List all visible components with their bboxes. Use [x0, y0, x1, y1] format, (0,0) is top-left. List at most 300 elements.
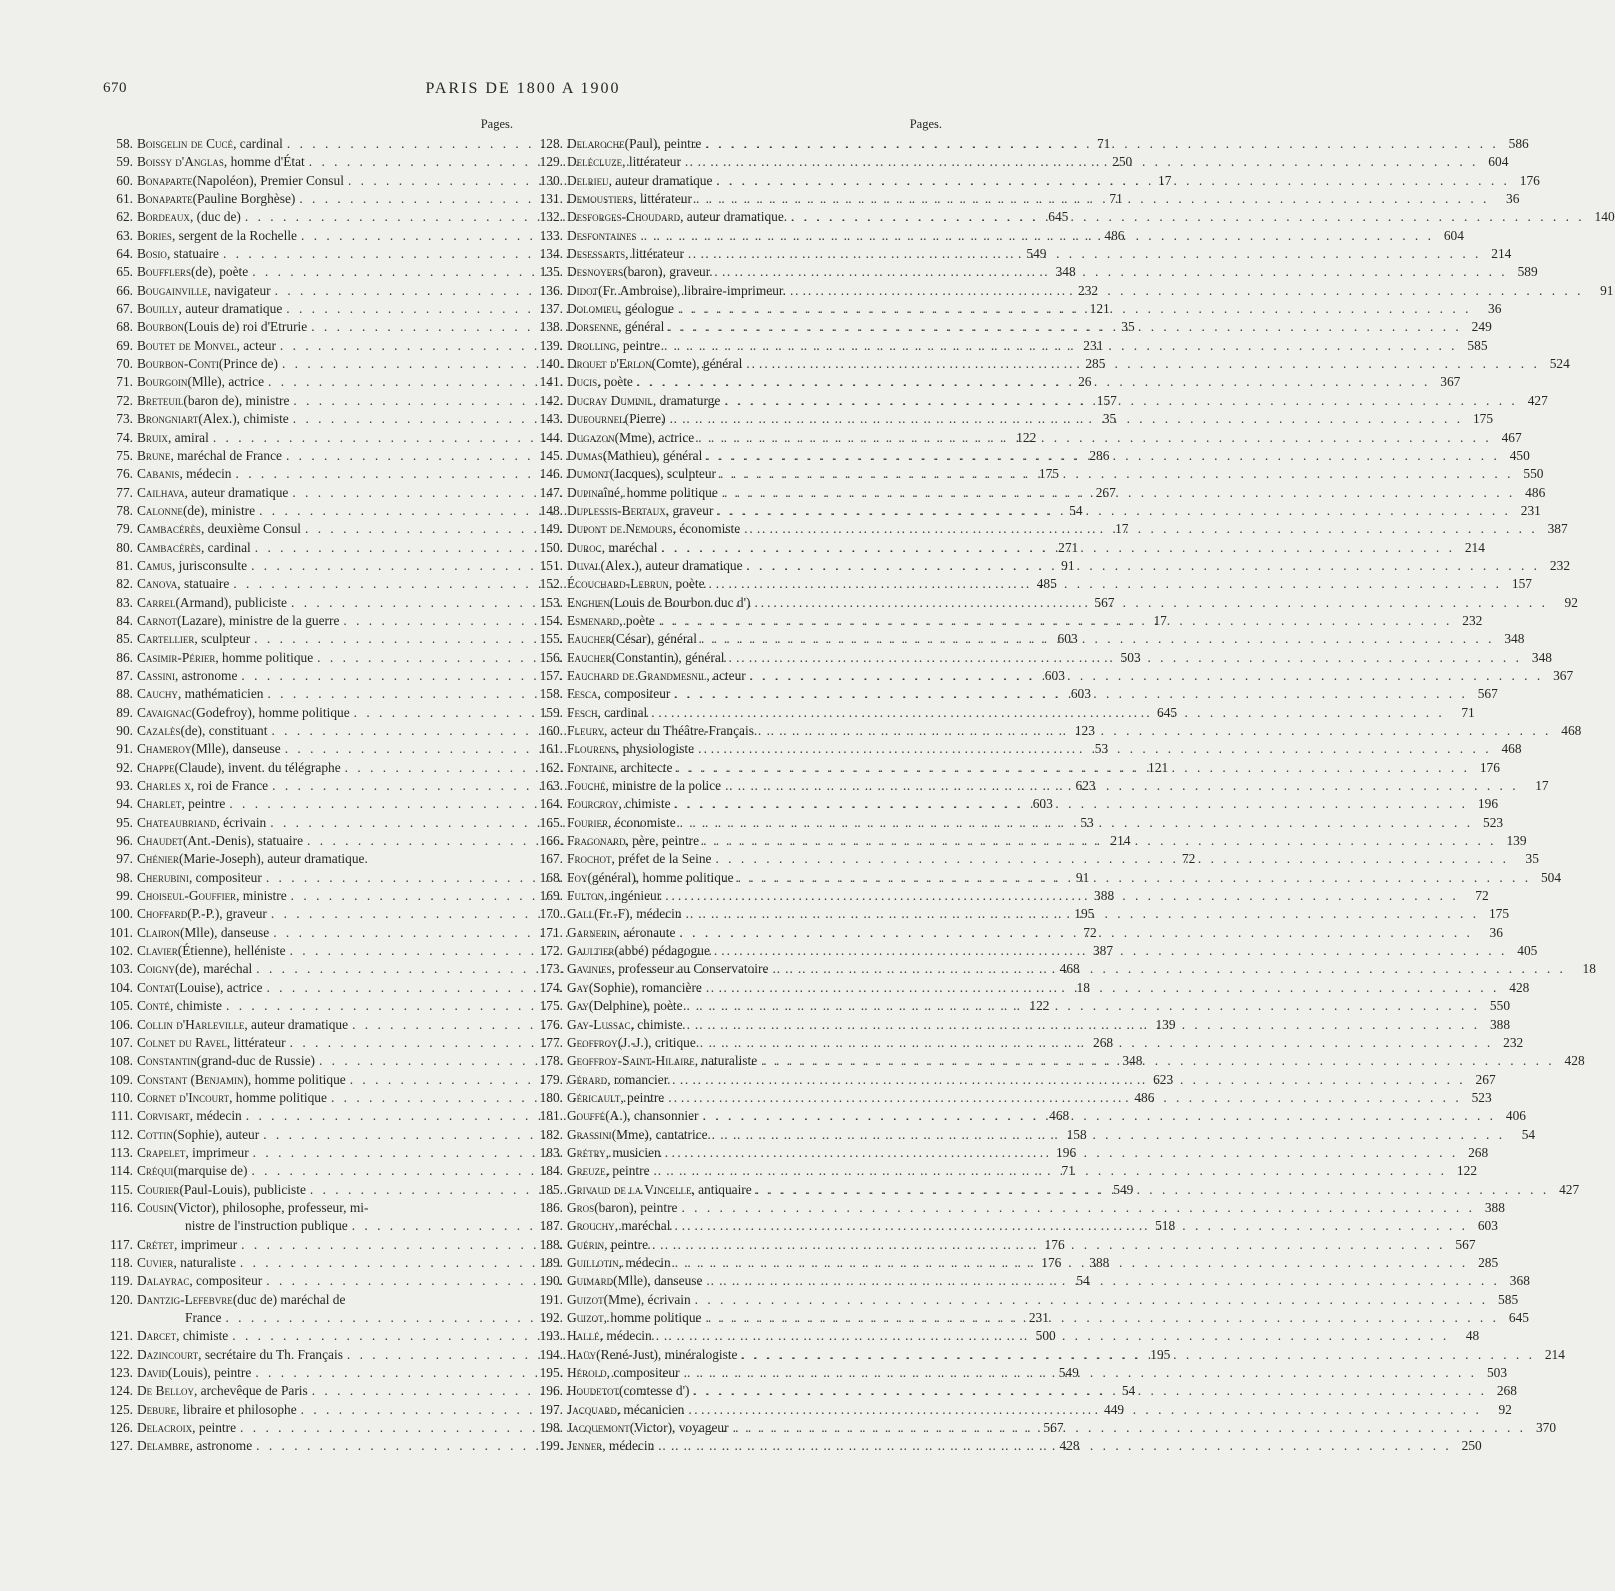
entry-description: (Ant.-Denis), statuaire	[182, 833, 304, 849]
entry-page: 585	[1467, 337, 1488, 353]
entry-description: , préfet de la Seine	[611, 851, 712, 867]
entry-description: , naturaliste	[173, 1254, 236, 1270]
entry-description: , père, peintre	[625, 833, 700, 849]
entry-page: 523	[1471, 1089, 1492, 1105]
leader-dots	[703, 832, 1496, 850]
leader-dots	[712, 1126, 1505, 1144]
entry-name: Boisgelin de Cucé	[137, 136, 234, 151]
leader-dots	[696, 190, 1489, 208]
entry-page: 368	[1509, 1273, 1530, 1289]
entry-description: , auteur dramatique	[608, 172, 713, 188]
entry-page: 92	[1564, 594, 1578, 610]
entry-page: 524	[1549, 356, 1570, 372]
entry-number: 186.	[539, 1199, 563, 1215]
entry-name: Choiseul-Gouffier	[137, 888, 237, 904]
entry-number: 177.	[539, 1034, 563, 1050]
entry-page: 271	[1058, 539, 1079, 555]
entry-name: Faucher	[567, 649, 612, 665]
entry-name: Écouchard-Lebrun	[567, 576, 669, 592]
entry-page: 428	[1509, 979, 1530, 995]
leader-dots	[652, 1236, 1445, 1254]
entry-number: 70.	[116, 356, 133, 372]
entry-name: Geoffroy	[567, 1034, 618, 1050]
entry-description: , acteur	[236, 337, 276, 353]
entry-name: Gay-Lussac	[567, 1016, 631, 1032]
entry-name: Constant (Benjamin)	[137, 1071, 248, 1087]
entry-number: 111.	[110, 1108, 133, 1124]
entry-description: (Louis de) roi d'Etrurie	[183, 319, 308, 335]
entry-number: 119.	[110, 1273, 133, 1289]
entry-page: 567	[1477, 686, 1498, 702]
entry-description: (abbé) pédagogue	[614, 943, 710, 959]
entry-description: , imprimeur	[185, 1144, 249, 1160]
entry-number: 89.	[116, 704, 133, 720]
entry-number: 158.	[539, 686, 563, 702]
entry-number: 131.	[539, 191, 563, 207]
entry-name: Bories	[137, 227, 172, 243]
entry-number: 173.	[539, 961, 563, 977]
entry-number: 187.	[539, 1218, 563, 1234]
entry-description: (Alex.), chimiste	[198, 411, 289, 427]
entry-name: Dumas	[567, 447, 603, 463]
entry-number: 124.	[109, 1383, 133, 1399]
entry-name: Frochot	[567, 851, 612, 867]
entry-page: 18	[1582, 961, 1596, 977]
entry-number: 199.	[539, 1438, 563, 1454]
entry-number: 93.	[116, 778, 133, 794]
entry-page: 231	[1520, 502, 1541, 518]
entry-number: 180.	[539, 1089, 563, 1105]
leader-dots	[688, 245, 1481, 263]
entry-number: 181.	[539, 1108, 563, 1124]
entry-name: Chaudet	[137, 833, 183, 849]
entry-description: , auteur dramatique	[178, 301, 283, 317]
entry-page: 348	[1531, 649, 1552, 665]
entry-description: (Fr.-F), médecin	[594, 906, 682, 922]
entry-number: 62.	[116, 209, 133, 225]
entry-number: 194.	[539, 1346, 563, 1362]
entry-number: 58.	[116, 136, 133, 151]
entry-page: 450	[1509, 447, 1530, 463]
entry-description: (baron), graveur	[623, 264, 711, 280]
entry-number: 165.	[539, 814, 563, 830]
entry-name: Canova	[137, 576, 178, 592]
entry-number: 110.	[110, 1089, 133, 1105]
entry-description: , économiste	[607, 814, 676, 830]
entry-page: 348	[1055, 264, 1076, 280]
entry-description: , jurisconsulte	[171, 557, 248, 573]
entry-number: 100.	[109, 906, 133, 922]
entry-name: Cartellier	[137, 631, 195, 647]
entry-page: 71	[1096, 136, 1111, 151]
entry-number: 128.	[539, 136, 563, 151]
entry-description: , navigateur	[207, 282, 271, 298]
entry-number: 163.	[539, 778, 563, 794]
entry-page: 388	[1089, 1254, 1110, 1270]
entry-number: 155.	[539, 631, 563, 647]
entry-description: , homme d'État	[223, 154, 305, 170]
entry-number: 129.	[539, 154, 563, 170]
entry-number: 102.	[109, 943, 133, 959]
entry-number: 109.	[109, 1071, 133, 1087]
entry-name: Cousin	[137, 1199, 174, 1215]
entry-description: , professeur au Conservatoire	[611, 961, 769, 977]
leader-dots	[665, 887, 1458, 905]
entry-page: 214	[1110, 833, 1131, 849]
leader-dots	[687, 1016, 1480, 1034]
entry-number: 97.	[116, 851, 133, 867]
leader-dots	[716, 172, 1509, 190]
entry-number: 152.	[539, 576, 563, 592]
entry-name: Gay	[567, 979, 589, 995]
entry-number: 92.	[116, 759, 133, 775]
leader-dots	[747, 557, 1540, 575]
entry-description: , statuaire	[177, 576, 230, 592]
entry-name: Fouché	[567, 778, 606, 794]
leader-dots	[693, 1382, 1486, 1400]
entry-description: (comtesse d')	[619, 1383, 690, 1399]
entry-page: 518	[1155, 1218, 1176, 1234]
entry-name: Demoustiers	[567, 191, 634, 207]
entry-number: 182.	[539, 1126, 563, 1142]
entry-page: 35	[1121, 319, 1135, 335]
entry-number: 96.	[116, 833, 133, 849]
entry-name: Duval	[567, 557, 601, 573]
entry-number: 117.	[110, 1236, 133, 1252]
pages-heading: Pages.	[480, 117, 513, 131]
leader-dots	[686, 905, 1479, 923]
leader-dots	[756, 1181, 1549, 1199]
entry-page: 54	[1076, 1273, 1090, 1289]
leader-dots	[746, 355, 1539, 373]
entry-description: (Paul-Louis), publiciste	[179, 1181, 306, 1197]
entry-page: 428	[1564, 1053, 1585, 1069]
entry-description: , homme politique	[247, 1071, 346, 1087]
entry-page: 121	[1148, 759, 1169, 775]
entry-description: , astronome	[189, 1438, 253, 1454]
entry-number: 83.	[116, 594, 133, 610]
entry-name: Cornet d'Incourt	[137, 1089, 230, 1105]
entry-page: 348	[1122, 1053, 1143, 1069]
entry-name: Boissy d'Anglas	[137, 154, 224, 170]
entry-page: 468	[1501, 741, 1522, 757]
entry-page: 586	[1508, 136, 1529, 151]
entry-number: 116.	[110, 1199, 133, 1215]
entry-number: 144.	[539, 429, 563, 445]
entry-number: 114.	[110, 1163, 133, 1179]
entry-name: Hallé	[567, 1328, 600, 1344]
entry-number: 118.	[110, 1254, 133, 1270]
pages-heading: Pages.	[909, 117, 942, 131]
leader-dots	[698, 740, 1491, 758]
entry-description: , mathématicien	[177, 686, 264, 702]
entry-name: Geoffroy-Saint-Hilaire	[567, 1053, 695, 1069]
entry-name: Drouet d'Erlon	[567, 356, 652, 372]
entry-number: 105.	[109, 998, 133, 1014]
entry-number: 130.	[539, 172, 563, 188]
entry-page: 486	[1104, 227, 1125, 243]
leader-dots	[772, 960, 1565, 978]
leader-dots	[750, 667, 1543, 685]
entry-name: Desforges-Choudard	[567, 209, 681, 225]
entry-description: aîné, homme politique	[597, 484, 718, 500]
entry-name: Crétet	[137, 1236, 174, 1252]
leader-dots	[729, 649, 1522, 667]
entry-description: (Victor), voyageur	[629, 1420, 729, 1436]
entry-name: Desfontaines	[567, 227, 637, 243]
entry-name: Courier	[137, 1181, 180, 1197]
entry-page: 388	[1489, 1016, 1511, 1032]
entry-page: 645	[1157, 704, 1178, 720]
entry-number: 72.	[116, 392, 133, 408]
entry-number: 59.	[116, 154, 133, 170]
entry-number: 76.	[116, 466, 133, 482]
entry-number: 138.	[539, 319, 563, 335]
entry-page: 122	[1456, 1163, 1478, 1179]
entry-number: 77.	[116, 484, 133, 500]
entry-description: , sculpteur	[194, 631, 251, 647]
entry-name: Gavinies	[567, 961, 612, 977]
entry-number: 149.	[539, 521, 563, 537]
entry-description: (Fr. Ambroise), libraire-imprimeur.	[598, 282, 786, 298]
entry-page: 54	[1069, 502, 1083, 518]
entry-name: Grassini	[567, 1126, 612, 1142]
entry-name: Ducray Duminil	[567, 392, 653, 408]
leader-dots	[640, 227, 1433, 245]
entry-name: Jenner	[567, 1438, 603, 1454]
leader-dots	[688, 1401, 1481, 1419]
leader-dots	[700, 1034, 1493, 1052]
entry-description: , médecin	[618, 1254, 671, 1270]
entry-page: 91	[1061, 557, 1075, 573]
entry-page: 645	[1048, 209, 1069, 225]
entry-page: 268	[1496, 1383, 1517, 1399]
leader-dots	[725, 777, 1518, 795]
entry-description: (Pauline Borghèse)	[192, 191, 296, 207]
entry-name: Carnot	[137, 612, 177, 628]
entry-description: , cardinal	[233, 136, 283, 151]
entry-page: 158	[1066, 1126, 1087, 1142]
entry-description: , peintre	[620, 1089, 665, 1105]
entry-description: , libraire et philosophe	[176, 1401, 297, 1417]
entry-number: 168.	[539, 869, 563, 885]
entry-page: 603	[1057, 631, 1078, 647]
entry-description: , ingénieur	[603, 888, 662, 904]
entry-number: 94.	[116, 796, 133, 812]
entry-description: (duc de) maréchal de	[232, 1291, 346, 1307]
leader-dots	[741, 1346, 1534, 1364]
leader-dots	[674, 1217, 1467, 1235]
entry-name: Guérin	[567, 1236, 605, 1252]
entry-page: 486	[1525, 484, 1546, 500]
leader-dots	[661, 539, 1454, 557]
entry-description: , auteur dramatique	[184, 484, 289, 500]
entry-number: 121.	[109, 1328, 133, 1344]
entry-page: 249	[1471, 319, 1492, 335]
entry-page: 468	[1059, 961, 1080, 977]
leader-dots	[701, 630, 1494, 648]
entry-description: France	[185, 1310, 222, 1325]
entry-description: (marquise de)	[173, 1163, 248, 1179]
index-entry	[533, 1291, 1519, 1309]
entry-name: Dupont de Nemours	[567, 521, 673, 537]
entry-page: 603	[1070, 686, 1091, 702]
entry-description: (P.-P.), graveur	[187, 906, 267, 922]
entry-page: 504	[1540, 869, 1562, 885]
index-entry	[533, 1199, 1505, 1217]
entry-name: Corvisart	[137, 1108, 190, 1124]
entry-number: 80.	[116, 539, 133, 555]
entry-number: 125.	[109, 1401, 133, 1417]
entry-number: 140.	[539, 356, 563, 372]
entry-name: Jacquemont	[567, 1420, 630, 1436]
entry-name: Ducis	[567, 374, 598, 390]
entry-page: 232	[1549, 557, 1571, 573]
entry-number: 113.	[110, 1144, 133, 1160]
entry-name: Bordeaux	[137, 209, 190, 225]
entry-page: 405	[1517, 943, 1538, 959]
entry-page: 54	[1121, 1383, 1136, 1399]
entry-name: Dumont	[567, 466, 610, 482]
entry-name: Faucher	[567, 631, 612, 647]
entry-page: 17	[1153, 612, 1167, 628]
entry-page: 72	[1475, 888, 1489, 904]
entry-name: Chateaubriand	[137, 814, 217, 830]
entry-name: Cassini	[137, 667, 175, 683]
entry-name: Breteuil	[137, 392, 184, 408]
entry-number: 174.	[539, 979, 563, 995]
entry-page: 388	[1484, 1199, 1505, 1215]
entry-number: 142.	[539, 392, 563, 408]
entry-page: 467	[1501, 429, 1522, 445]
leader-dots	[709, 575, 1502, 593]
entry-number: 98.	[116, 869, 133, 885]
entry-page: 550	[1523, 466, 1544, 482]
entry-name: Fragonard	[567, 833, 626, 849]
entry-description: , littérateur	[633, 191, 692, 207]
entry-description: (Louis), peintre	[168, 1365, 252, 1381]
entry-number: 60.	[116, 172, 133, 188]
entry-page: 53	[1080, 814, 1094, 830]
entry-number: 154.	[539, 612, 563, 628]
entry-name: Gall	[567, 906, 595, 922]
entry-page: 122	[1029, 998, 1050, 1014]
entry-number: 95.	[116, 814, 133, 830]
entry-name: Cambacérès	[137, 521, 201, 537]
entry-name: Darcet	[137, 1328, 177, 1344]
entry-number: 115.	[110, 1181, 133, 1197]
entry-name: Flourens	[567, 741, 616, 757]
entry-name: Géricault	[567, 1089, 621, 1105]
entry-name: Greuze	[567, 1163, 606, 1179]
leader-dots	[695, 1291, 1488, 1309]
entry-number: 85.	[116, 631, 133, 647]
entry-number: 146.	[539, 466, 563, 482]
entry-name: Guillotin	[567, 1254, 619, 1270]
entry-description: , compositeur	[189, 1273, 263, 1289]
entry-description: , physiologiste	[615, 741, 695, 757]
entry-number: 167.	[539, 851, 563, 867]
leader-dots	[680, 814, 1473, 832]
entry-description: , écrivain	[216, 814, 267, 830]
entry-page: 17	[1535, 778, 1549, 794]
entry-name: Duplessis-Bertaux	[567, 502, 666, 518]
entry-name: Casimir-Périer	[137, 649, 216, 665]
leader-dots	[706, 447, 1499, 465]
leader-dots	[744, 520, 1537, 538]
entry-name: Dufournel	[567, 411, 625, 427]
entry-name: Créqui	[137, 1163, 174, 1179]
entry-name: Conté	[137, 998, 170, 1014]
entry-name: Jacquard	[567, 1401, 617, 1417]
entry-name: Esmenard	[567, 612, 620, 628]
entry-name: Bonaparte	[137, 191, 193, 207]
entry-description: , maréchal de France	[170, 447, 282, 463]
entry-name: Bruix	[137, 429, 168, 445]
leader-dots	[724, 392, 1517, 410]
entry-description: , imprimeur	[173, 1236, 238, 1252]
entry-page: 623	[1153, 1071, 1174, 1087]
entry-page: 623	[1075, 778, 1096, 794]
entry-page: 232	[1078, 282, 1099, 298]
entry-description: , roi de France	[190, 778, 269, 794]
entry-name: Gouffé	[567, 1108, 606, 1124]
entry-name: De Belloy	[137, 1383, 194, 1399]
index-entry	[533, 172, 1540, 190]
leader-dots	[733, 1419, 1526, 1437]
entry-number: 176.	[539, 1016, 563, 1032]
entry-number: 107.	[109, 1034, 133, 1050]
entry-name: Guizot	[567, 1291, 604, 1307]
entry-number: 195.	[539, 1365, 563, 1381]
entry-page: 139	[1155, 1016, 1176, 1032]
entry-number: 64.	[116, 246, 133, 262]
entry-page: 549	[1026, 246, 1047, 262]
entry-name: Dorsenne	[567, 319, 619, 335]
entry-description: , maréchal	[614, 1218, 671, 1234]
entry-page: 523	[1483, 814, 1504, 830]
entry-page: 231	[1028, 1310, 1049, 1325]
entry-description: (Constantin), général	[611, 649, 725, 665]
entry-description: (Prince de)	[218, 356, 278, 372]
entry-description: , littérateur	[625, 246, 684, 262]
entry-description: (Mlle), danseuse	[613, 1273, 703, 1289]
entry-name: Fourier	[567, 814, 608, 830]
entry-page: 367	[1440, 374, 1461, 390]
entry-number: 63.	[116, 227, 133, 243]
entry-name: Grouchy	[567, 1218, 615, 1234]
entry-number: 61.	[116, 191, 133, 207]
entry-number: 122.	[109, 1346, 133, 1362]
entry-description: , ministre de la police	[605, 778, 722, 794]
entry-name: Cherubini	[137, 869, 189, 885]
entry-number: 147.	[539, 484, 563, 500]
entry-number: 81.	[116, 557, 133, 573]
entry-name: Cambacérès	[137, 539, 201, 555]
entry-description: , peintre	[604, 1236, 649, 1252]
entry-description: (Victor), philosophe, professeur, mi-	[173, 1199, 369, 1215]
entry-page: 370	[1535, 1420, 1557, 1436]
entry-description: (Comte), général	[651, 356, 743, 372]
entry-description: (J.-J.), critique	[617, 1034, 696, 1050]
entry-number: 139.	[539, 337, 563, 353]
entry-description: , mécanicien	[616, 1401, 685, 1417]
entry-description: (Claude), invent. du télégraphe	[174, 759, 341, 775]
entry-name: Calonne	[137, 502, 183, 518]
entry-name: Boufflers	[137, 264, 191, 280]
entry-page: 48	[1465, 1328, 1480, 1344]
entry-description: , (duc de)	[189, 209, 241, 225]
